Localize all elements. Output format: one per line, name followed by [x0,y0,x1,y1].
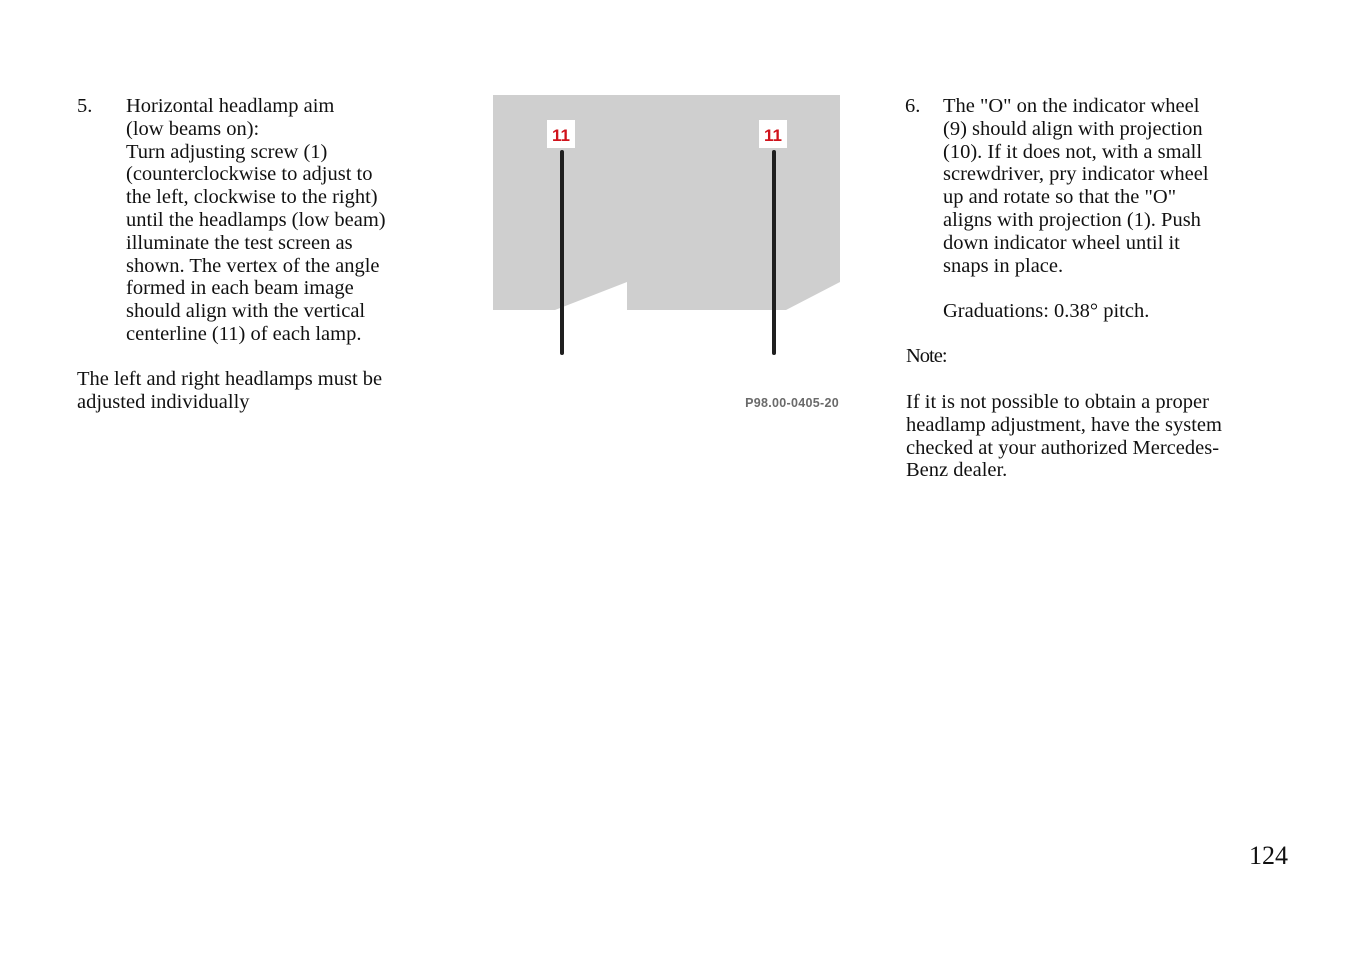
note-text: If it is not possible to obtain a proper headlamp adjustment, have the system checked at your authorized Mercedes- Benz dealer. [906,391,1222,482]
page-number: 124 [1249,841,1288,870]
step-5-number: 5. [77,95,93,117]
test-screen-diagram [493,95,840,365]
figure-reference-code: P98.00-0405-20 [745,396,839,410]
beam-pattern-figure [493,95,840,365]
note-label: Note: [906,345,947,367]
step-6-text: The "O" on the indicator wheel (9) should align with projection (10). If it does not, with a small screwdriver, pry indicator wheel up and rotate so that the "O" aligns with projection (1). Push down indicator wheel until it snaps in place. [943,95,1209,277]
individual-adjustment-note: The left and right headlamps must be adjusted individually [77,368,383,413]
step-5-text: Horizontal headlamp aim (low beams on): Turn adjusting screw (1) (counterclockwise to adjust to the left, clockwise to the right) until the headlamps (low beam) illuminate the test screen as shown. The vertex of the angle formed in each beam image should align with the vertical centerline (11) of each lamp. [126,95,386,345]
step-6-number: 6. [905,95,921,117]
left-callout-11 [547,120,575,148]
beam-pattern-shape [493,95,840,310]
left-callout-label: 11 [552,126,570,145]
right-callout-11 [759,120,787,148]
right-callout-label: 11 [764,126,782,145]
graduations-text: Graduations: 0.38° pitch. [943,300,1150,322]
